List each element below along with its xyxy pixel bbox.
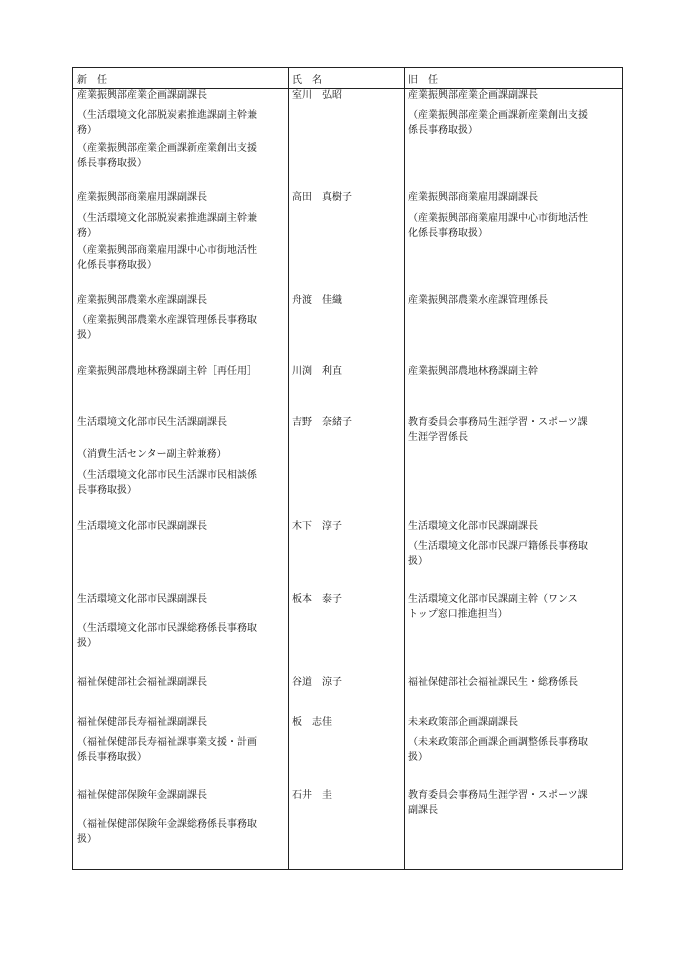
old-post: 福祉保健部社会福祉課民生・総務係長: [408, 677, 578, 688]
header-old: 旧 任: [408, 75, 438, 86]
column-divider: [288, 68, 289, 869]
old-post: 教育委員会事務局生涯学習・スポーツ課 副課長: [408, 790, 588, 816]
new-post-note: （産業振興部商業雇用課中心市街地活性 化係長事務取扱）: [77, 245, 257, 271]
old-post: 産業振興部農地林務課副主幹: [408, 366, 538, 377]
new-post-note: （生活環境文化部脱炭素推進課副主幹兼 務）: [77, 213, 257, 239]
old-post: 未来政策部企画課副課長: [408, 717, 518, 728]
personnel-table: [72, 67, 623, 870]
old-post: 生活環境文化部市民課副主幹（ワンス トップ窓口推進担当）: [408, 594, 578, 620]
old-post: 産業振興部農業水産課管理係長: [408, 295, 548, 306]
new-post: 生活環境文化部市民課副課長: [77, 594, 207, 605]
person-name: 板 志佳: [292, 717, 332, 728]
person-name: 板本 泰子: [292, 594, 342, 605]
person-name: 舟渡 佳織: [292, 295, 342, 306]
new-post: 産業振興部農地林務課副主幹［再任用］: [77, 366, 257, 377]
old-post: 教育委員会事務局生涯学習・スポーツ課 生涯学習係長: [408, 417, 588, 443]
person-name: 吉野 奈緒子: [292, 417, 352, 428]
new-post-note: （消費生活センター副主幹兼務）: [77, 449, 227, 460]
person-name: 川渕 利直: [292, 366, 342, 377]
new-post-note: （生活環境文化部市民生活課市民相談係 長事務取扱）: [77, 470, 257, 496]
person-name: 高田 真樹子: [292, 192, 352, 203]
header-name: 氏 名: [292, 75, 322, 86]
new-post: 生活環境文化部市民課副課長: [77, 521, 207, 532]
new-post-note: （福祉保健部長寿福祉課事業支援・計画 係長事務取扱）: [77, 737, 257, 763]
new-post: 産業振興部産業企画課副課長: [77, 90, 207, 101]
old-post: 産業振興部商業雇用課副課長: [408, 192, 538, 203]
new-post-note: （産業振興部農業水産課管理係長事務取 扱）: [77, 315, 257, 341]
new-post-note: （産業振興部産業企画課新産業創出支援 係長事務取扱）: [77, 143, 257, 169]
person-name: 室川 弘昭: [292, 90, 342, 101]
old-post: 生活環境文化部市民課副課長: [408, 521, 538, 532]
person-name: 木下 淳子: [292, 521, 342, 532]
old-post-note: （生活環境文化部市民課戸籍係長事務取 扱）: [408, 541, 588, 567]
new-post: 産業振興部農業水産課副課長: [77, 295, 207, 306]
person-name: 谷道 涼子: [292, 677, 342, 688]
new-post: 福祉保健部社会福祉課副課長: [77, 677, 207, 688]
person-name: 石井 圭: [292, 790, 332, 801]
new-post: 福祉保健部長寿福祉課副課長: [77, 717, 207, 728]
new-post: 産業振興部商業雇用課副課長: [77, 192, 207, 203]
new-post-note: （福祉保健部保険年金課総務係長事務取 扱）: [77, 819, 257, 845]
column-divider: [404, 68, 405, 869]
new-post-note: （生活環境文化部脱炭素推進課副主幹兼 務）: [77, 110, 257, 136]
header-new: 新 任: [77, 75, 107, 86]
old-post-note: （産業振興部商業雇用課中心市街地活性 化係長事務取扱）: [408, 213, 588, 239]
new-post: 生活環境文化部市民生活課副課長: [77, 417, 227, 428]
old-post-note: （未来政策部企画課企画調整係長事務取 扱）: [408, 737, 588, 763]
old-post-note: （産業振興部産業企画課新産業創出支援 係長事務取扱）: [408, 110, 588, 136]
old-post: 産業振興部産業企画課副課長: [408, 90, 538, 101]
new-post-note: （生活環境文化部市民課総務係長事務取 扱）: [77, 623, 257, 649]
new-post: 福祉保健部保険年金課副課長: [77, 790, 207, 801]
